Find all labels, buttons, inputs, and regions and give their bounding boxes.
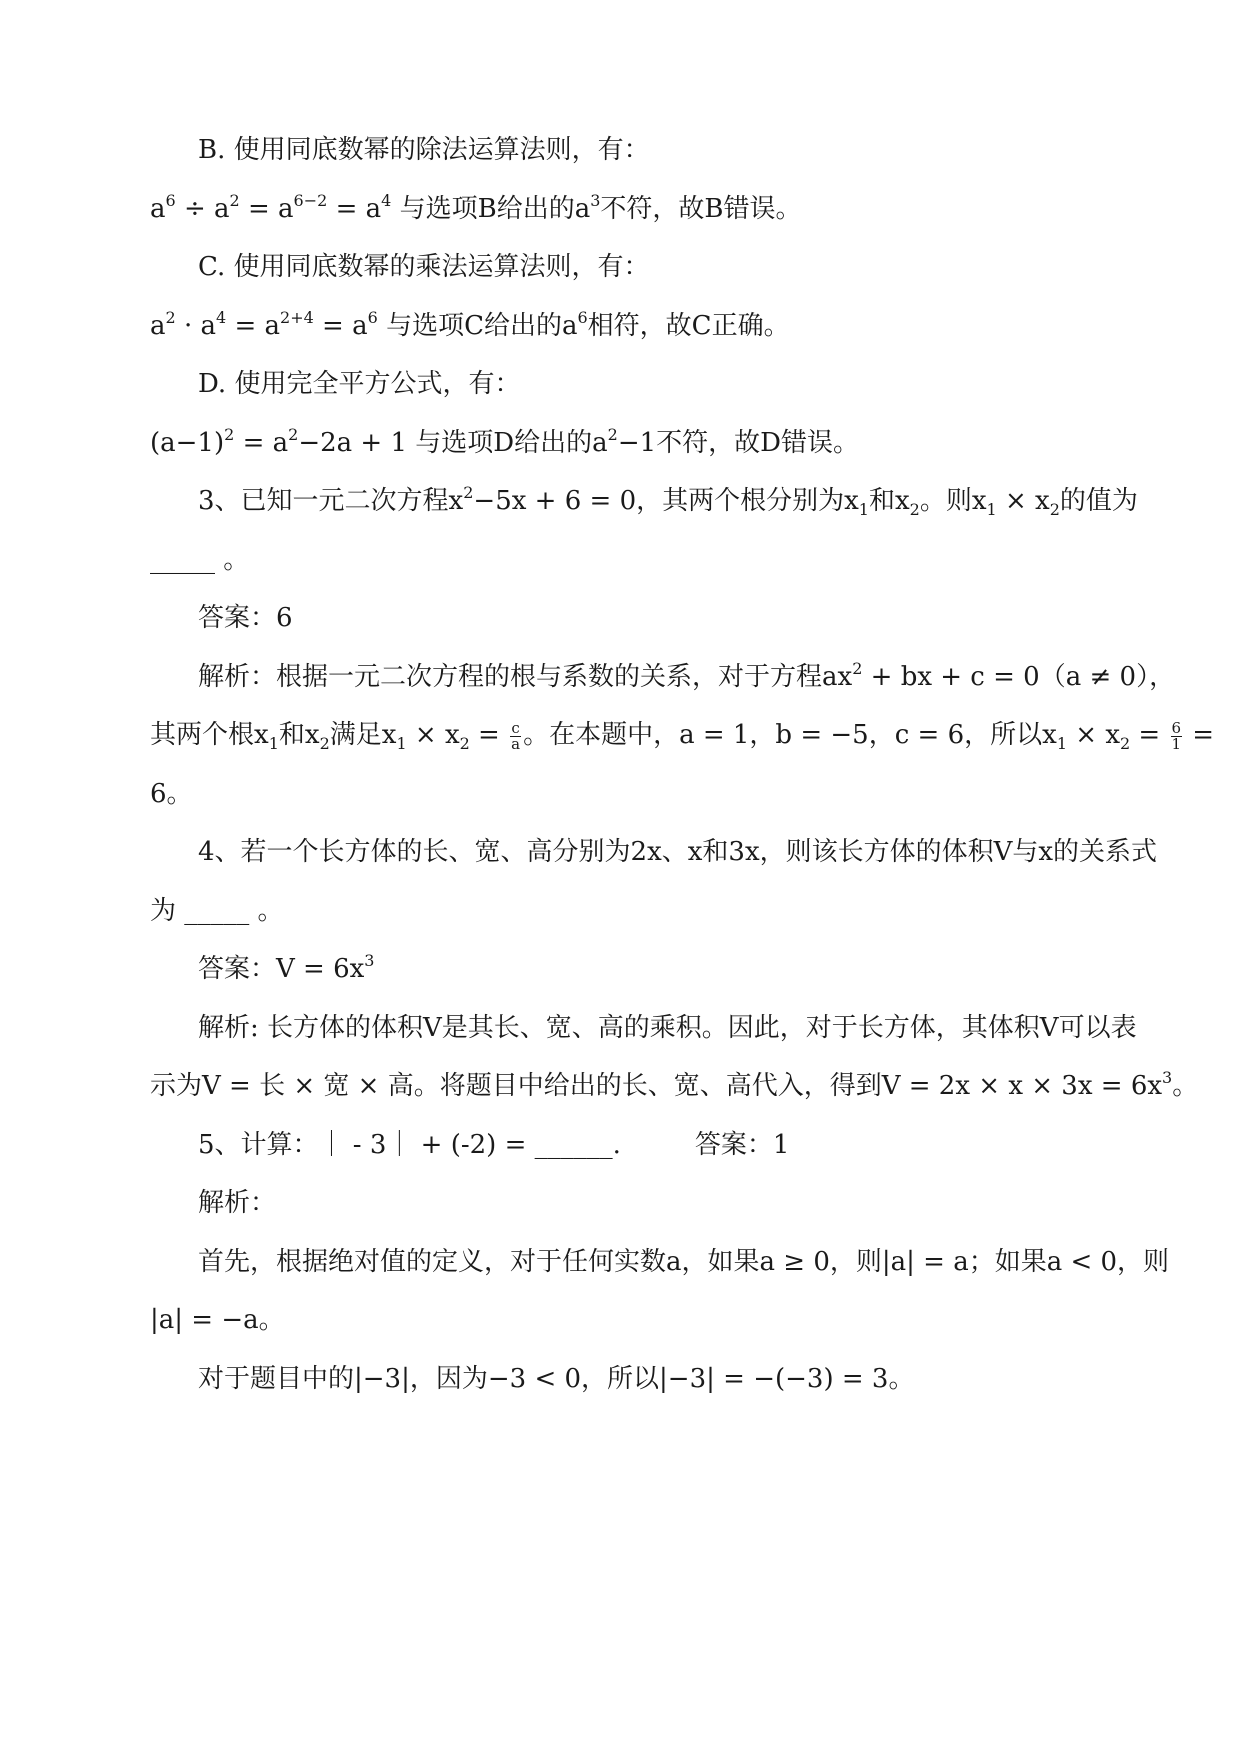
text: 答案：V = 6x: [198, 954, 365, 984]
text: 相符，故C正确。: [587, 311, 790, 341]
analysis-5-line-1: 首先，根据绝对值的定义，对于任何实数a，如果a ≥ 0，则|a| = a；如果a < 0，则: [198, 1247, 1170, 1277]
question-3-blank: _____ 。: [150, 545, 250, 575]
fraction: $\frac{c}{a}$: [511, 718, 521, 753]
text: 解析：根据一元二次方程的根与系数的关系，对于方程: [198, 662, 823, 692]
question-4-blank: 为 _____ 。: [150, 896, 284, 926]
analysis-4-line-2: 示为V = 长 × 宽 × 高。将题目中给出的长、宽、高代入，得到$V = 2x \times x \times 3x = 6x^3$。: [150, 1068, 1199, 1101]
text: 与选项C给出的: [386, 311, 562, 341]
text: 3、已知一元二次方程: [198, 486, 449, 516]
formula: $a^2-1$: [592, 425, 657, 458]
text: 不符，故B错误。: [600, 194, 802, 224]
option-d-heading: D. 使用完全平方公式，有：: [198, 369, 521, 399]
text: 。则: [919, 486, 972, 516]
text: 示为V = 长 × 宽 × 高。将题目中给出的长、宽、高代入，得到V = 2x × x × 3x = 6x: [150, 1071, 1163, 1101]
formula: $x_1 \times x_2$: [971, 486, 1060, 519]
option-b-heading: B. 使用同底数幂的除法运算法则，有：: [198, 135, 650, 165]
text: （a ≠ 0），: [1039, 662, 1176, 692]
fraction: $\frac{6}{1}$: [1171, 718, 1182, 753]
option-c-heading: C. 使用同底数幂的乘法运算法则，有：: [198, 252, 650, 282]
analysis-3-line-1: [198, 659, 1176, 694]
text: 5、计算：｜ - 3｜ + (-2) = ______.: [198, 1130, 621, 1160]
formula: $x_2$: [895, 486, 920, 519]
text: 的值为: [1059, 486, 1138, 516]
answer-5: 答案：1: [694, 1130, 790, 1160]
formula: $x_1$: [844, 486, 869, 519]
analysis-3-line-3: 6。: [150, 779, 193, 809]
text: 。: [1172, 1071, 1199, 1101]
answer-3: 答案：6: [198, 603, 293, 633]
formula: $(a-1)^2 = a^2-2a + 1$: [150, 425, 408, 458]
analysis-5-label: 解析：: [198, 1188, 277, 1218]
formula: $a^6 \div a^2 = a^{6-2} = a^4$: [150, 191, 392, 224]
text: 与选项B给出的: [399, 194, 575, 224]
question-3: [198, 484, 1158, 518]
option-c-formula-line: [150, 309, 1110, 343]
formula: $x_2$: [304, 720, 330, 753]
option-b-formula-line: [150, 192, 1110, 226]
option-d-formula-line: [150, 426, 1110, 460]
analysis-5-line-3: 对于题目中的|−3|，因为−3 < 0，所以|−3| = −(−3) = 3。: [198, 1364, 915, 1394]
formula: $a^6$: [561, 308, 588, 341]
formula: $x_1$: [254, 720, 279, 753]
analysis-5-line-2: |a| = −a。: [150, 1305, 285, 1335]
text: ，其两个根分别为: [636, 486, 845, 516]
analysis-4-line-1: 解析: 长方体的体积V是其长、宽、高的乘积。因此，对于长方体，其体积V可以表: [198, 1013, 1137, 1043]
formula: $x^2-5x + 6 = 0$: [448, 483, 637, 516]
text: 不符，故D错误。: [656, 428, 860, 458]
formula: $x_1 \times x_2$ = $\frac{6}{1}$ =: [1042, 718, 1215, 753]
text: 其两个根: [150, 720, 255, 750]
text: 和: [868, 486, 895, 516]
formula: $x_1 \times x_2$ = $\frac{c}{a}$: [381, 718, 521, 753]
text: 与选项D给出的: [415, 428, 593, 458]
formula: $a^3$: [574, 191, 601, 224]
text: 。在本题中，a = 1，b = −5，c = 6，所以: [523, 720, 1043, 750]
analysis-3-line-2: [150, 718, 1215, 753]
question-4: 4、若一个长方体的长、宽、高分别为2x、x和3x，则该长方体的体积V与x的关系式: [198, 837, 1158, 867]
text: 和: [278, 720, 305, 750]
formula: $ax^2$ + bx + c = 0: [822, 659, 1040, 692]
formula: $a^2 \cdot a^4 = a^{2+4} = a^6$: [150, 308, 378, 341]
question-5: [198, 1128, 1158, 1162]
answer-4: 答案：$V = 6x^3$: [198, 951, 375, 984]
text: 满足: [329, 720, 382, 750]
